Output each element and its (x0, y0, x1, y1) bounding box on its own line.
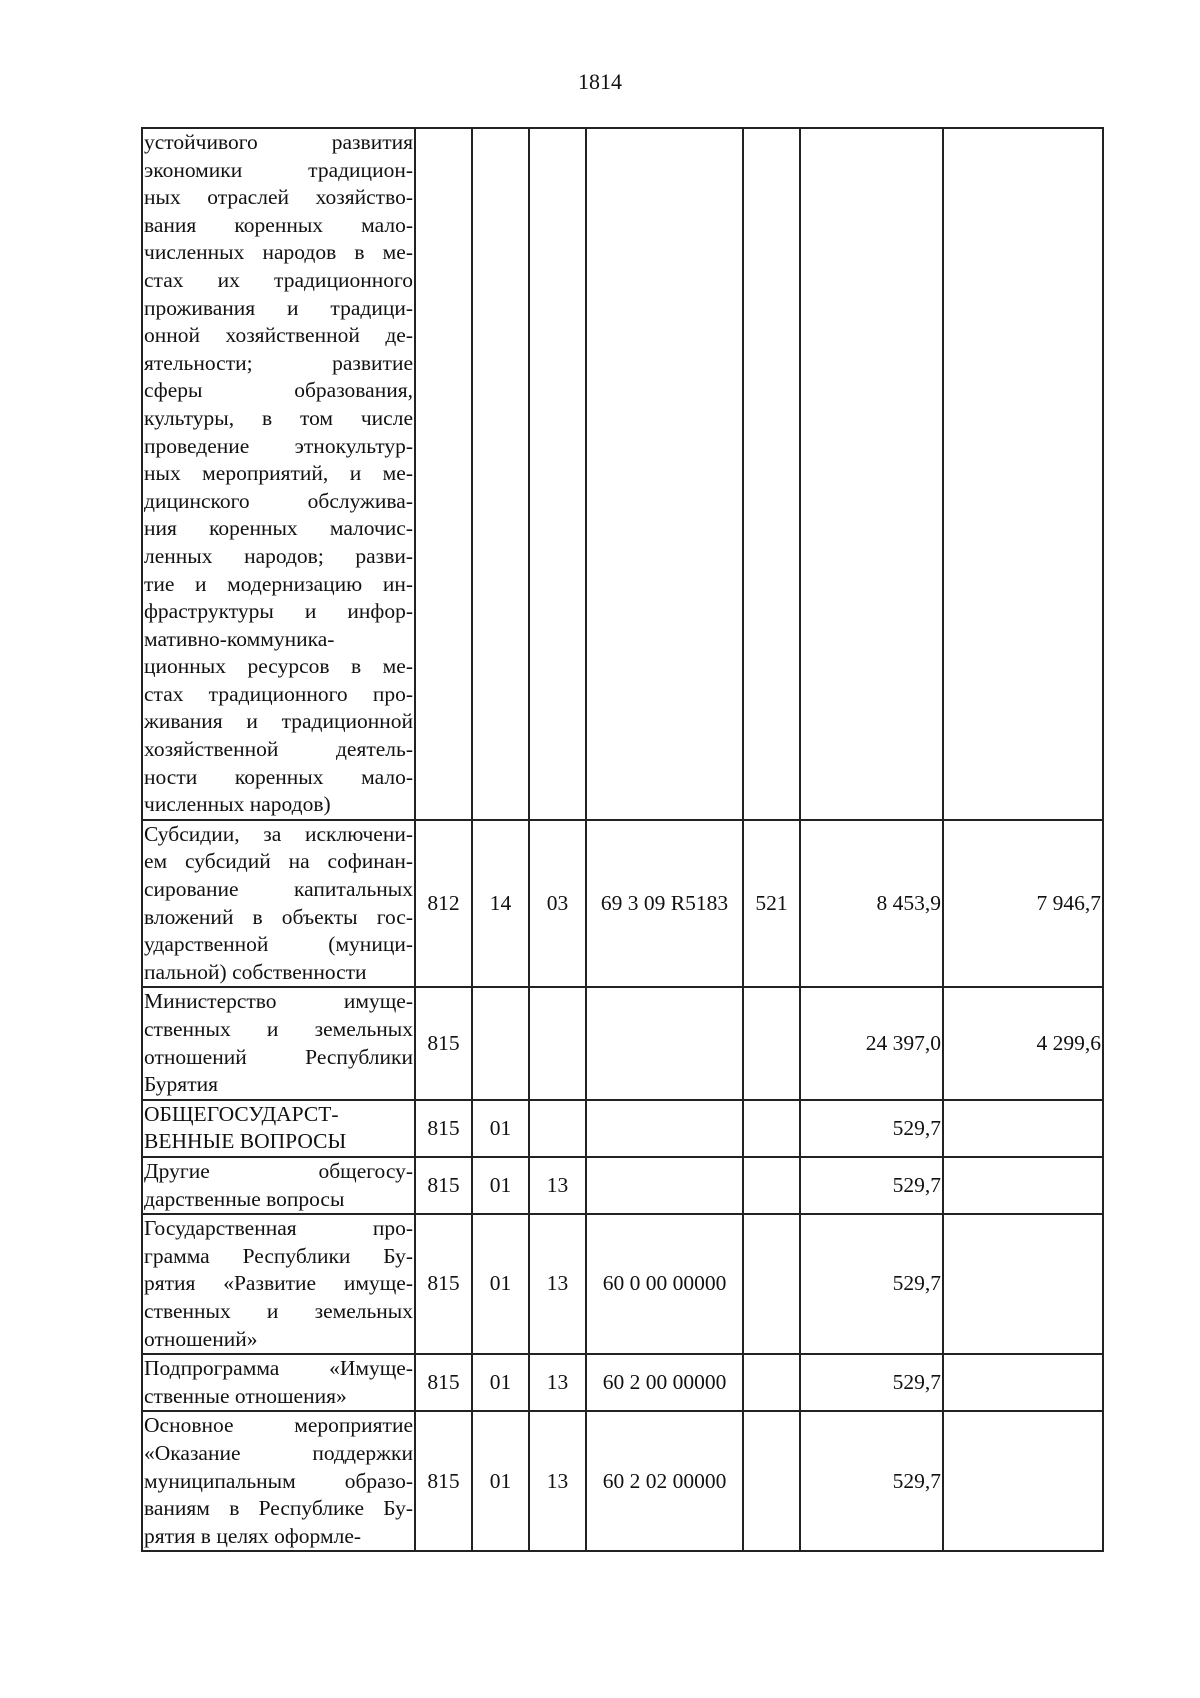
cell-amount-2 (943, 1354, 1103, 1411)
cell-pr: 13 (529, 1157, 586, 1214)
description-line: сирование капитальных (144, 877, 413, 902)
table-row (142, 1214, 1103, 1354)
description-line: ОБЩЕГОСУДАРСТ- (144, 1101, 339, 1126)
description-line: ственные отношения» (144, 1383, 347, 1408)
cell-amount-1: 529,7 (800, 1411, 943, 1551)
description-line: проживания и традици- (144, 295, 413, 320)
description-line: ленных народов; разви- (144, 543, 413, 568)
cell-csr: 69 3 09 R5183 (586, 820, 743, 988)
cell-csr (586, 1157, 743, 1214)
page-number: 1814 (578, 69, 622, 94)
cell-gr: 812 (415, 820, 472, 988)
cell-pr: 13 (529, 1354, 586, 1411)
budget-table (141, 127, 1104, 1552)
cell-vr (743, 128, 800, 820)
description-line: стах их традиционного (144, 267, 413, 292)
description-line: ственных и земельных (144, 1017, 413, 1041)
description-line: тие и модернизацию ин- (144, 571, 413, 596)
cell-vr: 521 (743, 820, 800, 988)
cell-amount-1: 529,7 (800, 1157, 943, 1214)
description-line: Министерство имуще- (144, 989, 413, 1014)
description-line: Государственная про- (144, 1216, 413, 1241)
cell-pr (529, 128, 586, 820)
description-line: ния коренных малочис- (144, 516, 413, 541)
table-body (142, 128, 1103, 1551)
description-line: Основное мероприятие (144, 1413, 413, 1438)
cell-description (142, 820, 415, 988)
cell-vr (743, 987, 800, 1099)
cell-amount-2: 7 946,7 (943, 820, 1103, 988)
cell-description (142, 1100, 415, 1157)
cell-rz (472, 987, 529, 1099)
cell-vr (743, 1411, 800, 1551)
cell-vr (743, 1157, 800, 1214)
description-line: фраструктуры и инфор- (144, 599, 413, 624)
description-line: численных народов в ме- (144, 240, 413, 265)
cell-csr: 60 2 02 00000 (586, 1411, 743, 1551)
description-line: ности коренных мало- (144, 764, 413, 789)
description-line: рятия в целях оформле- (144, 1523, 362, 1548)
table-row (142, 1354, 1103, 1411)
cell-description (142, 1214, 415, 1354)
cell-description (142, 1157, 415, 1214)
description-line: культуры, в том числе (144, 405, 413, 430)
cell-amount-2 (943, 1157, 1103, 1214)
description-line: ем субсидий на софинан- (144, 849, 413, 874)
cell-amount-1: 529,7 (800, 1214, 943, 1354)
cell-vr (743, 1354, 800, 1411)
description-line: мативно-коммуника- (144, 626, 335, 651)
cell-pr (529, 987, 586, 1099)
description-line: ваниям в Республике Бу- (144, 1496, 413, 1521)
cell-pr: 13 (529, 1214, 586, 1354)
description-line: ных отраслей хозяйство- (144, 185, 413, 210)
cell-amount-2 (943, 1100, 1103, 1157)
cell-description (142, 128, 415, 820)
cell-rz: 01 (472, 1411, 529, 1551)
table-row (142, 987, 1103, 1099)
cell-pr (529, 1100, 586, 1157)
cell-amount-2 (943, 128, 1103, 820)
cell-rz: 14 (472, 820, 529, 988)
description-line: Бурятия (144, 1072, 218, 1097)
description-line: онной хозяйственной де- (144, 323, 413, 348)
description-line: проведение этнокультур- (144, 433, 413, 458)
cell-rz: 01 (472, 1157, 529, 1214)
cell-csr: 60 0 00 00000 (586, 1214, 743, 1354)
cell-gr: 815 (415, 1354, 472, 1411)
description-line: ВЕННЫЕ ВОПРОСЫ (144, 1129, 347, 1154)
cell-gr: 815 (415, 1411, 472, 1551)
description-line: отношений» (144, 1326, 258, 1351)
table-row (142, 1100, 1103, 1157)
cell-amount-2 (943, 1411, 1103, 1551)
cell-csr (586, 1100, 743, 1157)
description-line: хозяйственной деятель- (144, 737, 413, 762)
description-line: вания коренных мало- (144, 212, 413, 237)
description-line: устойчивого развития (144, 130, 413, 154)
table-row (142, 1411, 1103, 1551)
cell-amount-1: 529,7 (800, 1100, 943, 1157)
description-line: ственных и земельных (144, 1298, 413, 1323)
cell-amount-1: 8 453,9 (800, 820, 943, 988)
description-line: отношений Республики (144, 1044, 413, 1069)
cell-amount-2 (943, 1214, 1103, 1354)
cell-csr: 60 2 00 00000 (586, 1354, 743, 1411)
description-line: дицинского обслужива- (144, 488, 413, 513)
description-line: ционных ресурсов в ме- (144, 654, 413, 679)
cell-description (142, 1354, 415, 1411)
cell-amount-1: 24 397,0 (800, 987, 943, 1099)
table-row (142, 1157, 1103, 1214)
description-line: пальной) собственности (144, 959, 367, 984)
description-line: сферы образования, (144, 378, 413, 403)
cell-csr (586, 987, 743, 1099)
cell-amount-1 (800, 128, 943, 820)
cell-gr: 815 (415, 1157, 472, 1214)
description-line: «Оказание поддержки (144, 1440, 413, 1465)
description-line: ударственной (муници- (144, 932, 413, 957)
cell-amount-2: 4 299,6 (943, 987, 1103, 1099)
cell-gr: 815 (415, 987, 472, 1099)
description-line: Другие общегосу- (144, 1158, 413, 1183)
description-line: ных мероприятий, и ме- (144, 461, 413, 486)
description-line: численных народов) (144, 792, 331, 817)
cell-gr (415, 128, 472, 820)
description-line: стах традиционного про- (144, 681, 413, 706)
description-line: муниципальным образо- (144, 1468, 413, 1493)
cell-amount-1: 529,7 (800, 1354, 943, 1411)
cell-rz: 01 (472, 1100, 529, 1157)
cell-description (142, 1411, 415, 1551)
description-line: живания и традиционной (144, 709, 413, 734)
cell-rz: 01 (472, 1214, 529, 1354)
cell-vr (743, 1100, 800, 1157)
cell-pr: 13 (529, 1411, 586, 1551)
description-line: вложений в объекты гос- (144, 904, 413, 929)
description-line: ятельности; развитие (144, 350, 413, 375)
description-line: грамма Республики Бу- (144, 1243, 413, 1268)
description-line: Подпрограмма «Имуще- (144, 1356, 413, 1381)
cell-csr (586, 128, 743, 820)
table-row (142, 128, 1103, 820)
description-line: дарственные вопросы (144, 1186, 345, 1211)
description-line: Субсидии, за исключени- (144, 821, 413, 846)
description-line: рятия «Развитие имуще- (144, 1271, 413, 1296)
cell-vr (743, 1214, 800, 1354)
cell-description (142, 987, 415, 1099)
cell-gr: 815 (415, 1214, 472, 1354)
cell-pr: 03 (529, 820, 586, 988)
table-row (142, 820, 1103, 988)
description-line: экономики традицион- (144, 157, 413, 182)
cell-gr: 815 (415, 1100, 472, 1157)
cell-rz: 01 (472, 1354, 529, 1411)
cell-rz (472, 128, 529, 820)
